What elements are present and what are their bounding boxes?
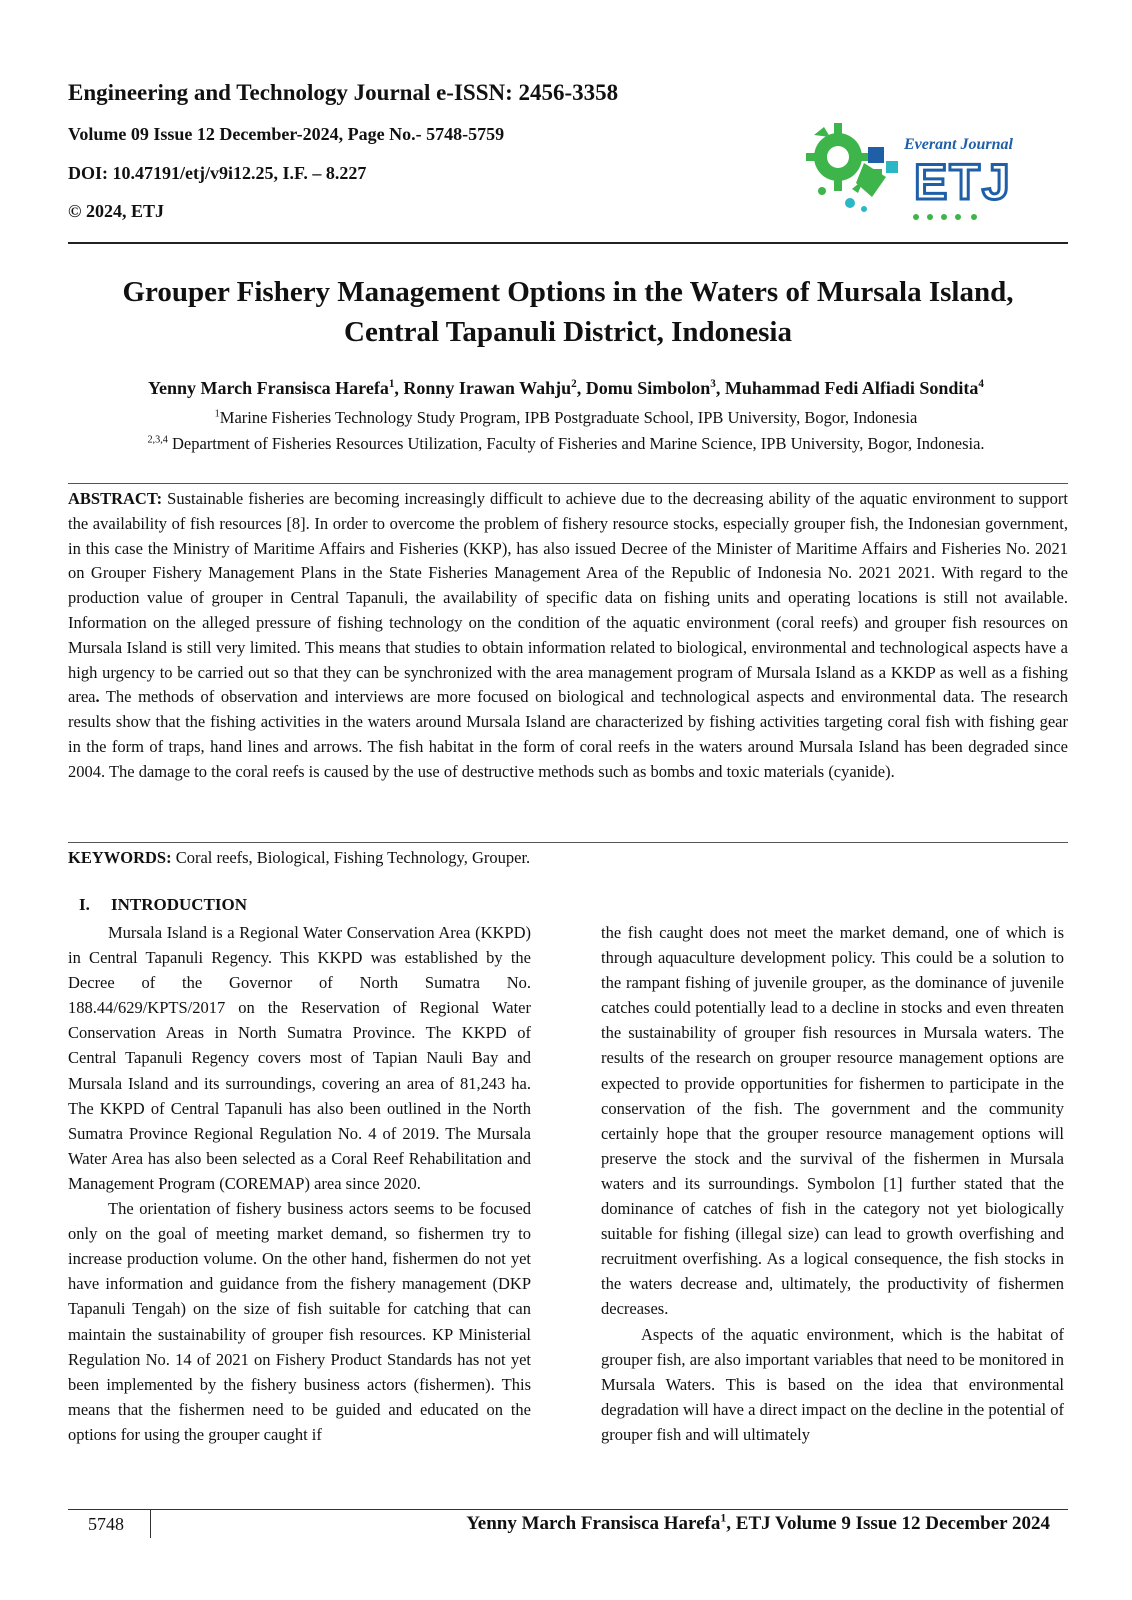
abstract-text: The methods of observation and interviews are more focused on biological and technological aspects and environmental data. The research results show that the fishing activities in the waters around Mursala Island are characterized by fishing activities targeting coral fish with fishing gear in the form of traps, hand lines and arrows. The fish habitat in the form of coral reefs in the waters around Mursala Island has been degraded since 2004. The damage to the coral reefs is caused by the use of destructive methods such as bombs and toxic materials (cyanide). (68, 687, 1068, 781)
copyright-info: © 2024, ETJ (68, 201, 164, 221)
etj-logo (806, 117, 1026, 227)
paper-title (68, 272, 1068, 352)
author-sup: 1 (388, 378, 395, 390)
volume-info: Volume 09 Issue 12 December-2024, Page No.- 5748-5759 (68, 124, 505, 144)
section-title: INTRODUCTION (111, 895, 248, 914)
abstract-bold-dot: . (95, 687, 100, 707)
abstract (68, 487, 1068, 785)
author-separator: , (394, 378, 404, 398)
body-paragraph: Mursala Island is a Regional Water Conservation Area (KKPD) in Central Tapanuli Regency. This KKPD was established by the Decree of the Governor of North Sumatra No. 188.44/629/KPTS/2017 on the Reservation of Regional Water Conservation Areas in North Sumatra Province. The KKPD of Central Tapanuli Regency covers most of Tapian Nauli Bay and Mursala Island and its surroundings, covering an area of 81,243 ha. The KKPD of Central Tapanuli has also been outlined in the North Sumatra Province Regional Regulation No. 4 of 2019. The Mursala Water Area has also been selected as a Coral Reef Rehabilitation and Management Program (COREMAP) area since 2020. (68, 923, 531, 1193)
author-name: Muhammad Fedi Alfiadi Sondita (724, 378, 979, 398)
author-sup: 4 (978, 378, 984, 390)
title-line-2: Central Tapanuli District, Indonesia (344, 316, 792, 348)
author-name: Yenny March Fransisca Harefa (148, 378, 389, 398)
abstract-text: Sustainable fisheries are becoming increasingly difficult to achieve due to the decreasing ability of the aquatic environment to support the availability of fish resources [8]. In order to overcome the problem of fishery resource stocks, especially grouper fish, the Indonesian government, in this case the Ministry of Maritime Affairs and Fisheries (KKP), has also issued Decree of the Minister of Maritime Affairs and Fisheries No. 2021 on Grouper Fishery Management Plans in the State Fisheries Management Area of the Republic of Indonesia No. 2021 2021. With regard to the production value of grouper in Central Tapanuli, the availability of specific data on fishing units and operating locations is still not available. Information on the alleged pressure of fishing technology on the condition of the aquatic environment (coral reefs) and grouper fish resources on Mursala Island is still very limited. This means that studies to obtain information related to biological, environmental and technological aspects have a high urgency to be carried out so that they can be synchronized with the area management program of Mursala Island as a KKDP as well as a fishing area (68, 489, 1068, 707)
author-name: Domu Simbolon (585, 378, 711, 398)
author-sup: 3 (710, 378, 716, 390)
footer-citation (466, 1513, 1050, 1535)
page-number: 5748 (88, 1514, 124, 1534)
logo-title: ETJ (914, 154, 1012, 210)
section-number: I. (79, 895, 90, 914)
keywords-text: Coral reefs, Biological, Fishing Technology, Grouper. (171, 848, 531, 867)
title-line-1: Grouper Fishery Management Options in the Waters of Mursala Island, (122, 276, 1014, 308)
body-paragraph: The orientation of fishery business actors seems to be focused only on the goal of meeting market demand, so fishermen try to increase production volume. On the other hand, fishermen do not yet have information and guidance from the fishery management (DKP Tapanuli Tengah) on the size of fish suitable for catching that can maintain the sustainability of grouper fish resources. KP Ministerial Regulation No. 14 of 2021 on Fishery Product Standards has not yet been implemented by the fishery business actors (fishermen). This means that the fishermen need to be guided and educated on the options for using the grouper caught if (68, 1199, 531, 1444)
affiliation (40, 408, 1092, 428)
right-column (601, 920, 1064, 1447)
author-separator: , (576, 378, 586, 398)
author-separator: , (715, 378, 725, 398)
affiliation-text: Marine Fisheries Technology Study Program, IPB Postgraduate School, IPB University, Bogor, Indonesia (219, 408, 918, 427)
affiliation (40, 434, 1092, 454)
abstract-label: ABSTRACT: (68, 489, 163, 508)
keywords (68, 846, 1068, 870)
keywords-label: KEYWORDS: (68, 848, 172, 867)
footer-separator (150, 1510, 151, 1538)
body-paragraph: the fish caught does not meet the market demand, one of which is through aquaculture development policy. This could be a solution to the rampant fishing of juvenile grouper, as the dominance of juvenile catches could potentially lead to a decline in stocks and even threaten the sustainability of grouper fish resources in Mursala waters. The results of the research on grouper resource management options are expected to provide opportunities for fishermen to participate in the conservation of the fish. The government and the community certainly hope that the grouper resource management options will preserve the stock and the survival of the fishermen in Mursala waters and its surroundings. Symbolon [1] further stated that the dominance of catches of fish in the category not yet biologically suitable for fishing (illegal size) can lead to growth overfishing and recruitment overfishing. As a logical consequence, the fish stocks in the waters decrease and, ultimately, the productivity of fishermen decreases. (601, 923, 1064, 1319)
author-list (40, 378, 1092, 399)
journal-name: Engineering and Technology Journal e-ISSN: 2456-3358 (68, 80, 619, 105)
body-paragraph: Aspects of the aquatic environment, which is the habitat of grouper fish, are also important variables that need to be monitored in Mursala Waters. This is based on the idea that environmental degradation will have a direct impact on the decline in the potential of grouper fish and will ultimately (601, 1324, 1064, 1444)
affiliation-sup: 1 (214, 408, 220, 420)
footer-author: Yenny March Fransisca Harefa (466, 1513, 721, 1534)
abstract-bottom-rule (68, 842, 1068, 843)
affiliation-sup: 2,3,4 (147, 434, 168, 446)
left-column (68, 920, 531, 1447)
footer-divider (68, 1509, 1068, 1510)
abstract-top-rule (68, 483, 1068, 484)
footer-author-sup: 1 (720, 1511, 727, 1525)
doi-info: DOI: 10.47191/etj/v9i12.25, I.F. – 8.227 (68, 163, 367, 183)
section-heading (79, 895, 247, 915)
author-name: Ronny Irawan Wahju (403, 378, 572, 398)
footer-citation-text: , ETJ Volume 9 Issue 12 December 2024 (726, 1513, 1050, 1534)
header-divider (68, 242, 1068, 244)
logo-subtitle: Everant Journal (904, 136, 1013, 153)
author-sup: 2 (571, 378, 577, 390)
affiliation-text: Department of Fisheries Resources Utilization, Faculty of Fisheries and Marine Science, IPB University, Bogor, Indonesia. (167, 434, 985, 453)
